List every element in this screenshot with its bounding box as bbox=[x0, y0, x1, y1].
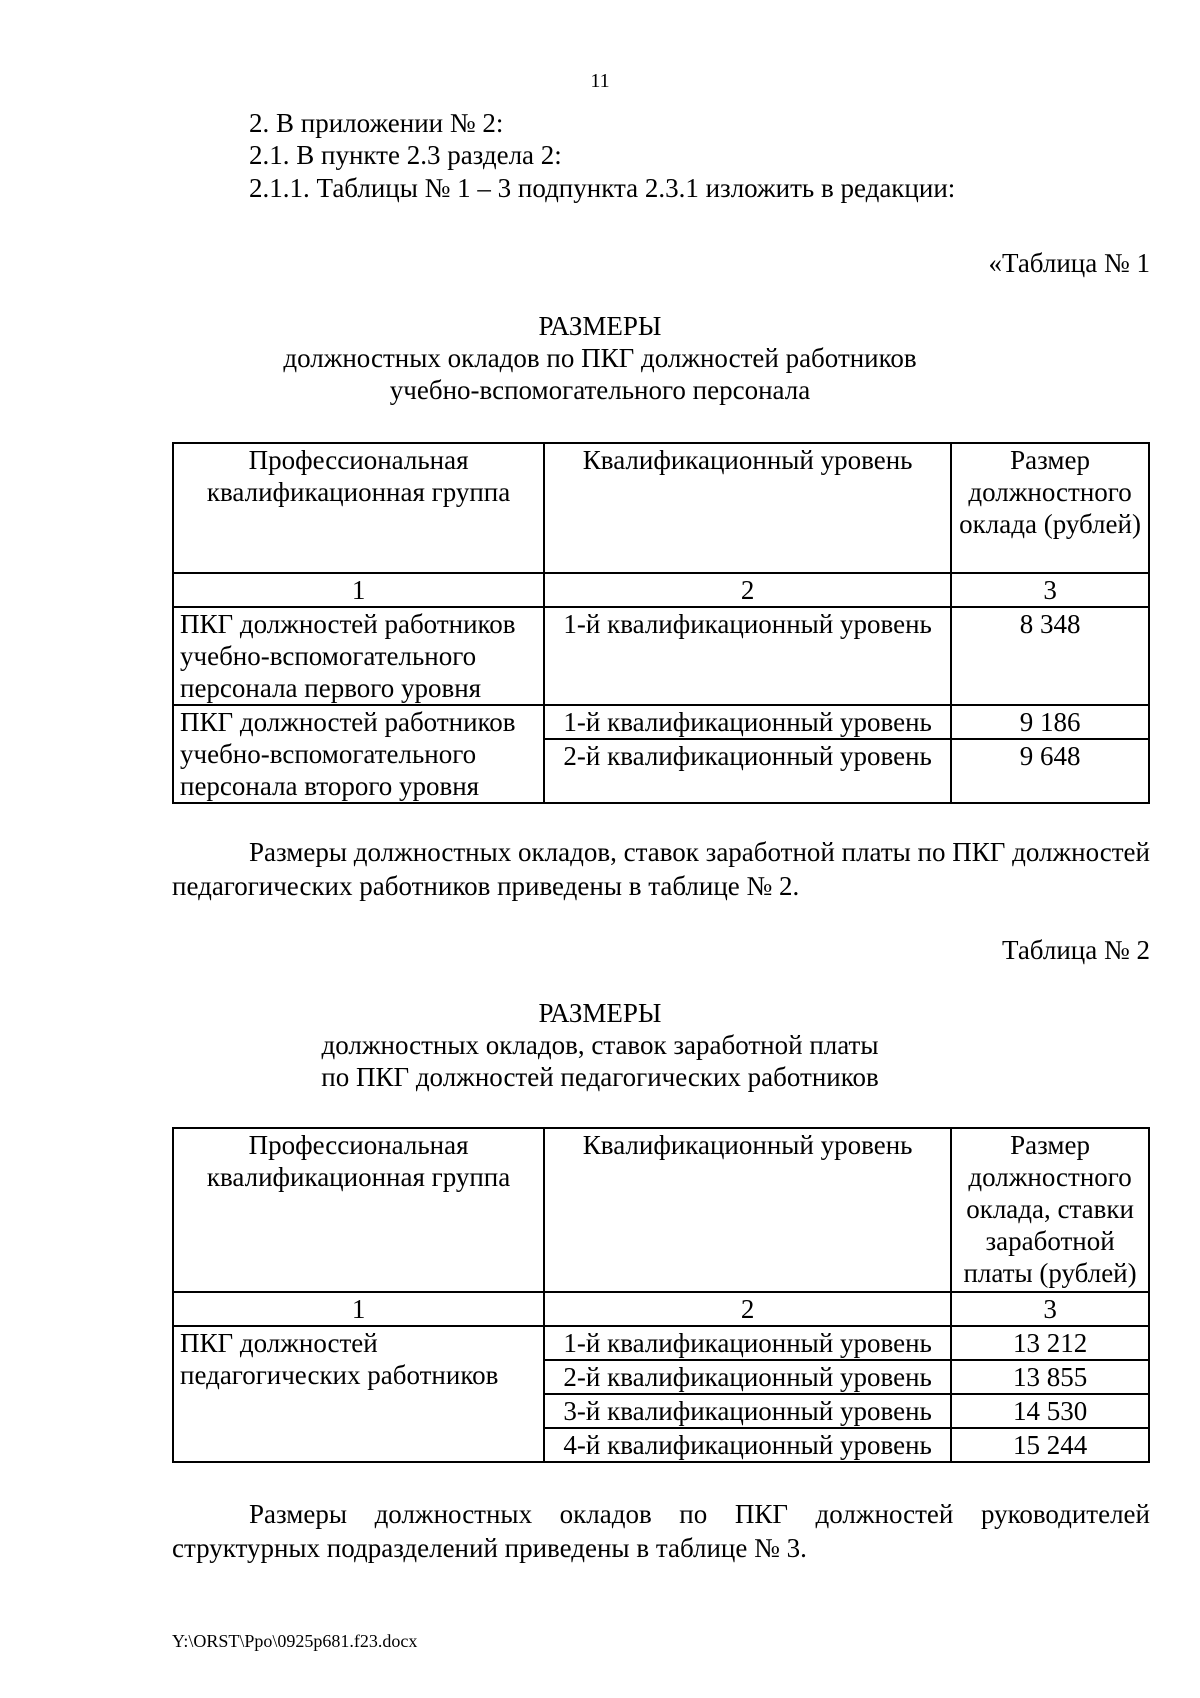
table1-amount-cell: 9 648 bbox=[951, 739, 1149, 803]
paragraph-table3-reference: Размеры должностных окладов по ПКГ должностей руководителей структурных подразделений приведены в таблице № 3. bbox=[172, 1499, 1150, 1563]
table2-col-number: 2 bbox=[544, 1292, 951, 1326]
table1-col-number: 1 bbox=[173, 573, 544, 607]
table2-header-amount: Размер должностного оклада, ставки заработной платы (рублей) bbox=[951, 1128, 1149, 1292]
intro-line-2: 2.1. В пункте 2.3 раздела 2: bbox=[249, 140, 562, 170]
paragraph-table2-reference: Размеры должностных окладов, ставок заработной платы по ПКГ должностей педагогических работников приведены в таблице № 2. bbox=[172, 837, 1150, 901]
table1-col-number: 2 bbox=[544, 573, 951, 607]
table2-col-number: 1 bbox=[173, 1292, 544, 1326]
table1-header-amount: Размер должностного оклада (рублей) bbox=[951, 443, 1149, 573]
table1-subtitle-1: должностных окладов по ПКГ должностей работников bbox=[283, 343, 917, 373]
table2-col-number: 3 bbox=[951, 1292, 1149, 1326]
table2-group-cell: ПКГ должностей педагогических работников bbox=[173, 1326, 544, 1462]
salary-table-2 bbox=[172, 1127, 1150, 1463]
table2-amount-cell: 15 244 bbox=[951, 1428, 1149, 1462]
table1-header-group: Профессиональная квалификационная группа bbox=[173, 443, 544, 573]
table2-label: Таблица № 2 bbox=[1002, 935, 1150, 965]
table2-amount-cell: 13 212 bbox=[951, 1326, 1149, 1360]
table2-level-cell: 4-й квалификационный уровень bbox=[544, 1428, 951, 1462]
table1-level-cell: 2-й квалификационный уровень bbox=[544, 739, 951, 803]
page-number: 11 bbox=[590, 70, 610, 92]
intro-line-3: 2.1.1. Таблицы № 1 – 3 подпункта 2.3.1 изложить в редакции: bbox=[249, 173, 956, 203]
table1-title: РАЗМЕРЫ bbox=[538, 311, 662, 341]
file-path-footer: Y:\ORST\Ppo\0925p681.f23.docx bbox=[172, 1631, 418, 1651]
table2-subtitle-2: по ПКГ должностей педагогических работников bbox=[321, 1062, 879, 1092]
table1-level-cell: 1-й квалификационный уровень bbox=[544, 607, 951, 705]
table2-level-cell: 2-й квалификационный уровень bbox=[544, 1360, 951, 1394]
table1-amount-cell: 9 186 bbox=[951, 705, 1149, 739]
table2-subtitle-1: должностных окладов, ставок заработной платы bbox=[321, 1030, 879, 1060]
table2-amount-cell: 14 530 bbox=[951, 1394, 1149, 1428]
table2-header-group: Профессиональная квалификационная группа bbox=[173, 1128, 544, 1292]
table1-group-cell: ПКГ должностей работников учебно-вспомогательного персонала первого уровня bbox=[173, 607, 544, 705]
table1-level-cell: 1-й квалификационный уровень bbox=[544, 705, 951, 739]
table1-subtitle-2: учебно-вспомогательного персонала bbox=[389, 375, 811, 405]
table1-group-cell: ПКГ должностей работников учебно-вспомогательного персонала второго уровня bbox=[173, 705, 544, 803]
table1-header-level: Квалификационный уровень bbox=[544, 443, 951, 573]
table2-header-level: Квалификационный уровень bbox=[544, 1128, 951, 1292]
table1-label: «Таблица № 1 bbox=[988, 248, 1150, 278]
table2-title: РАЗМЕРЫ bbox=[538, 998, 662, 1028]
table1-amount-cell: 8 348 bbox=[951, 607, 1149, 705]
intro-line-1: 2. В приложении № 2: bbox=[249, 108, 504, 138]
table2-level-cell: 1-й квалификационный уровень bbox=[544, 1326, 951, 1360]
salary-table-1 bbox=[172, 442, 1150, 804]
table2-amount-cell: 13 855 bbox=[951, 1360, 1149, 1394]
table2-level-cell: 3-й квалификационный уровень bbox=[544, 1394, 951, 1428]
table1-col-number: 3 bbox=[951, 573, 1149, 607]
